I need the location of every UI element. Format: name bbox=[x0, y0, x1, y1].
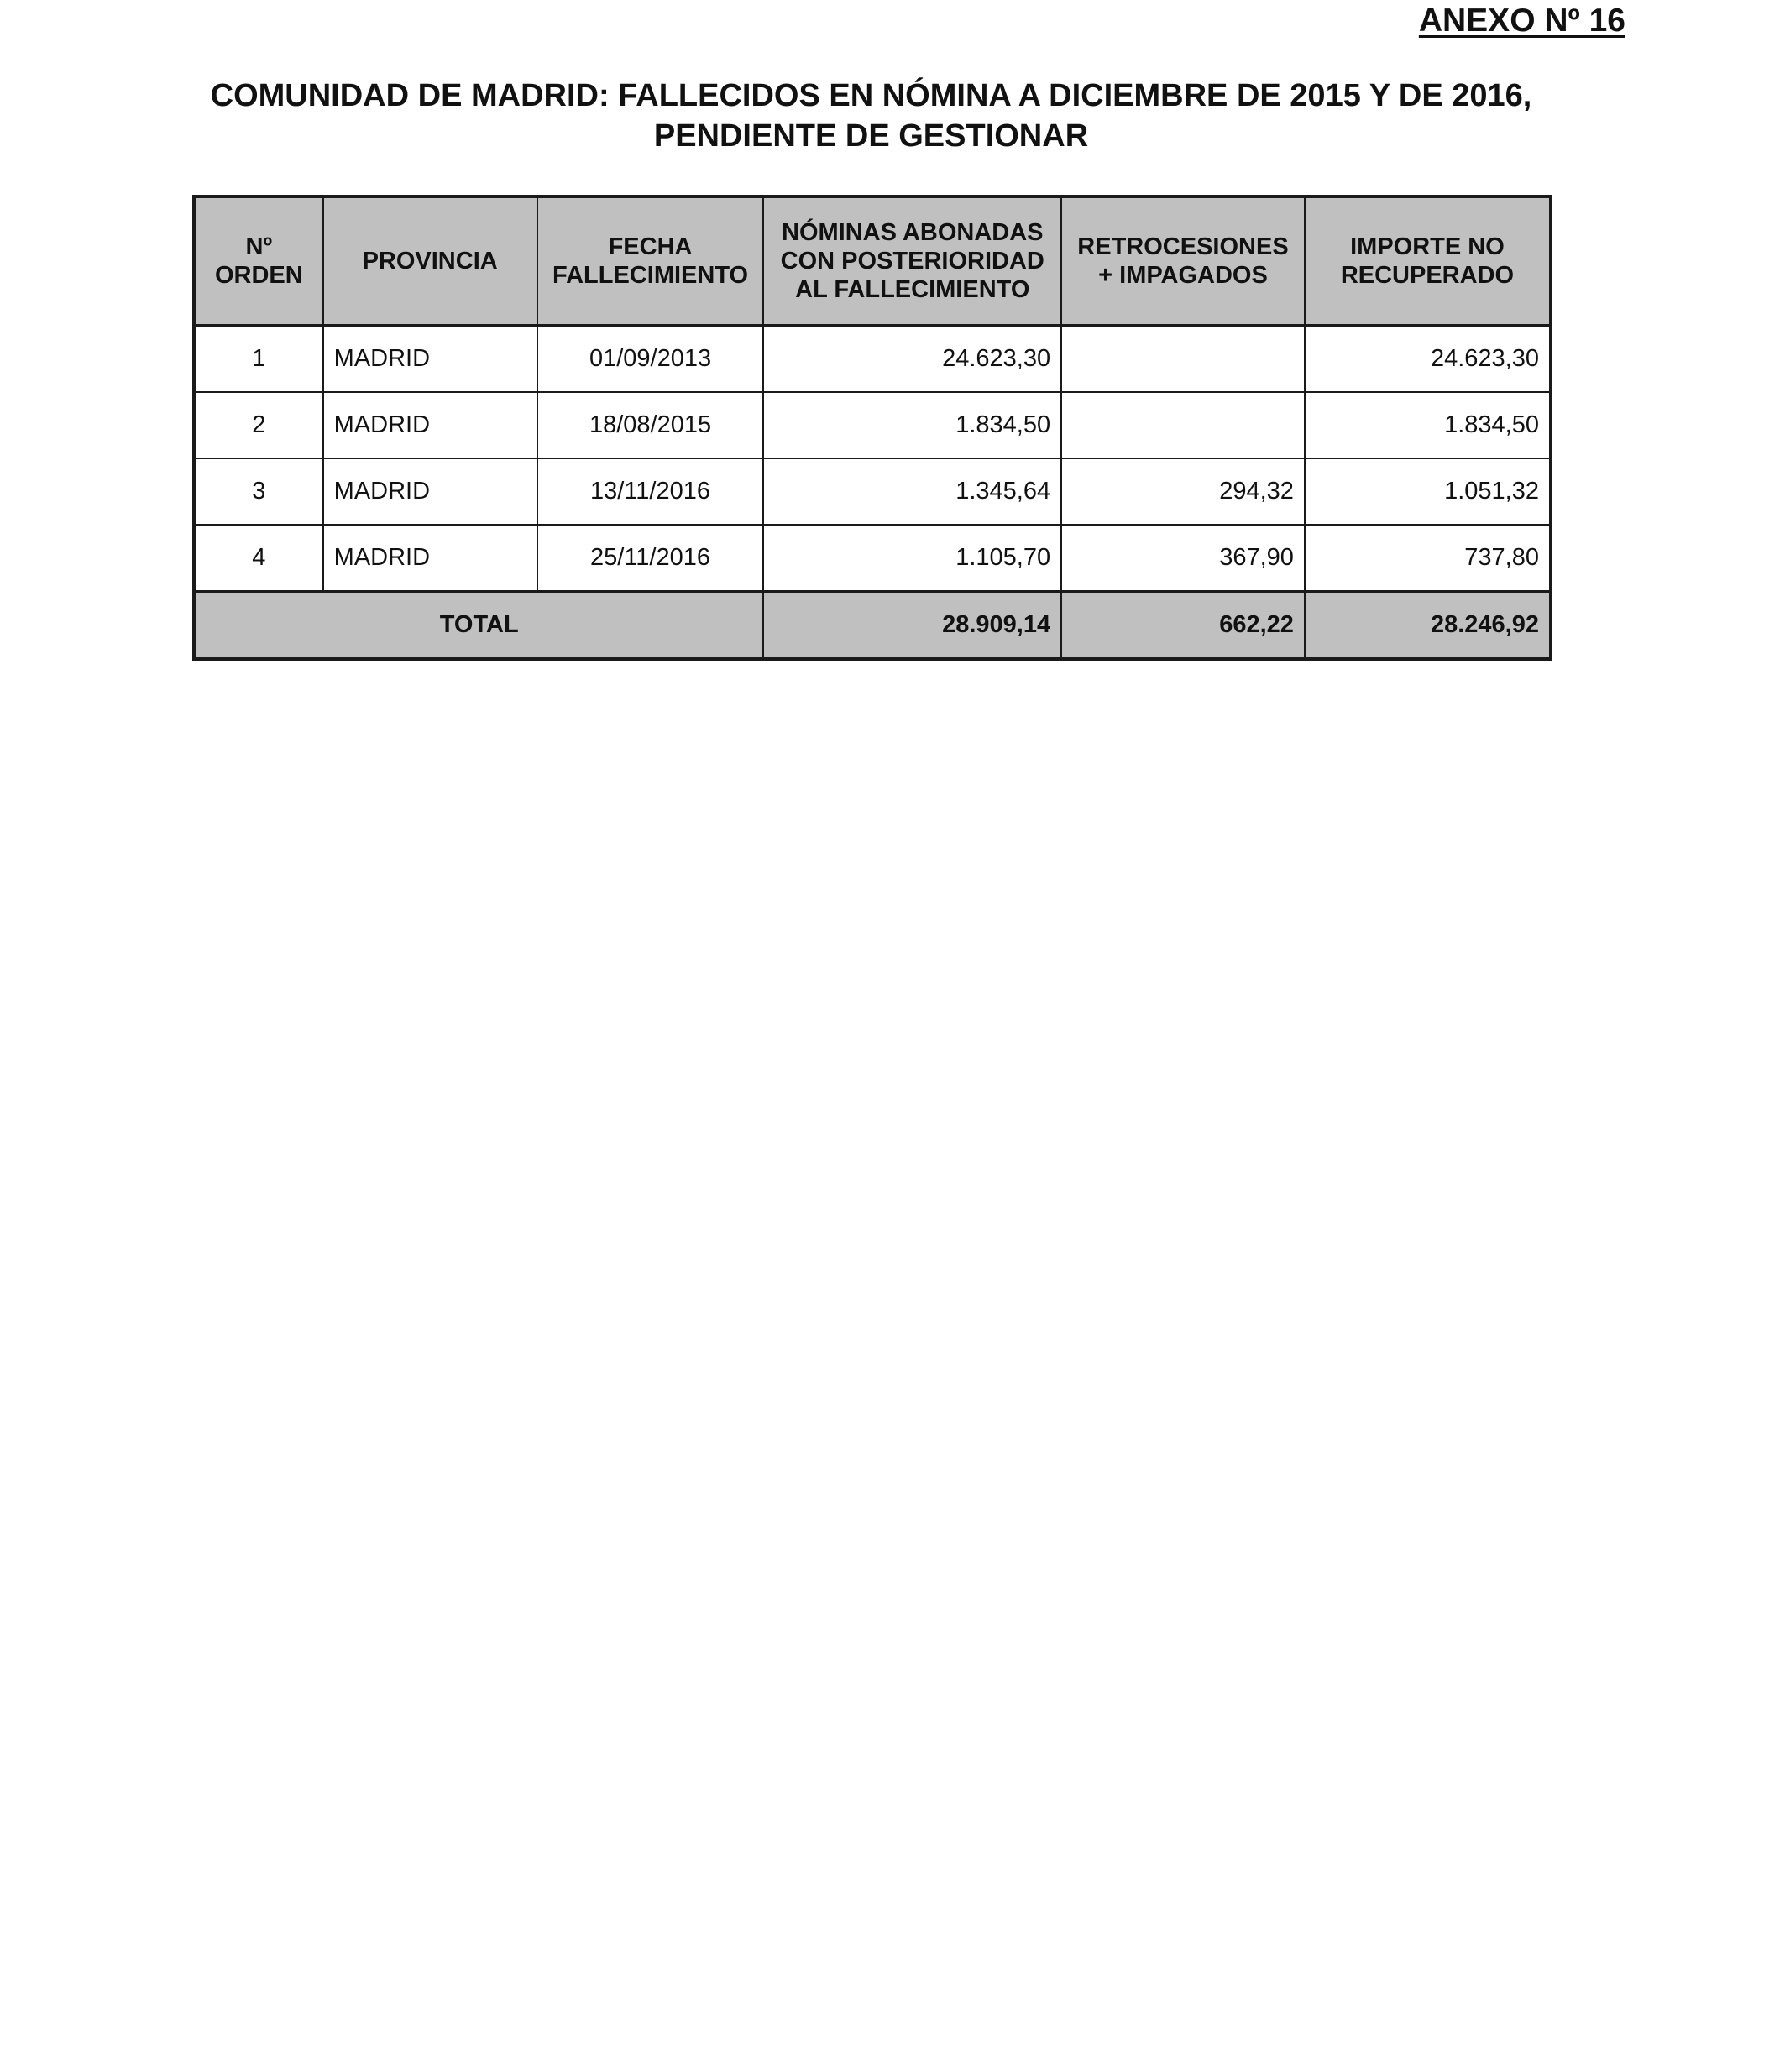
document-title bbox=[0, 76, 1742, 156]
cell-provincia: MADRID bbox=[323, 326, 537, 393]
cell-retrocesiones: 367,90 bbox=[1061, 525, 1305, 592]
title-line-2: PENDIENTE DE GESTIONAR bbox=[653, 118, 1089, 154]
cell-fecha: 18/08/2015 bbox=[537, 392, 764, 458]
cell-nominas: 1.834,50 bbox=[763, 392, 1061, 458]
cell-nominas: 1.105,70 bbox=[763, 525, 1061, 592]
cell-fecha: 01/09/2013 bbox=[537, 326, 764, 393]
cell-importe: 24.623,30 bbox=[1305, 326, 1551, 393]
cell-nominas: 24.623,30 bbox=[763, 326, 1061, 393]
header-provincia: PROVINCIA bbox=[323, 196, 537, 326]
cell-importe: 1.834,50 bbox=[1305, 392, 1551, 458]
header-row bbox=[194, 196, 1551, 326]
deceased-payroll-table bbox=[192, 195, 1552, 661]
cell-orden: 3 bbox=[194, 458, 323, 525]
table-row bbox=[194, 392, 1551, 458]
cell-importe: 737,80 bbox=[1305, 525, 1551, 592]
cell-retrocesiones: 294,32 bbox=[1061, 458, 1305, 525]
cell-importe: 1.051,32 bbox=[1305, 458, 1551, 525]
table-row bbox=[194, 458, 1551, 525]
total-importe: 28.246,92 bbox=[1305, 592, 1551, 660]
total-label: TOTAL bbox=[194, 592, 763, 660]
cell-retrocesiones bbox=[1061, 392, 1305, 458]
header-fecha: FECHA FALLECIMIENTO bbox=[537, 196, 764, 326]
header-nominas: NÓMINAS ABONADAS CON POSTERIORIDAD AL FALLECIMIENTO bbox=[763, 196, 1061, 326]
title-line-1: COMUNIDAD DE MADRID: FALLECIDOS EN NÓMINA A DICIEMBRE DE 2015 Y DE 2016, bbox=[210, 78, 1532, 113]
cell-fecha: 25/11/2016 bbox=[537, 525, 764, 592]
annex-label: ANEXO Nº 16 bbox=[1418, 3, 1625, 39]
total-row bbox=[194, 592, 1551, 660]
table-row bbox=[194, 326, 1551, 393]
cell-provincia: MADRID bbox=[323, 458, 537, 525]
cell-orden: 2 bbox=[194, 392, 323, 458]
cell-orden: 4 bbox=[194, 525, 323, 592]
cell-nominas: 1.345,64 bbox=[763, 458, 1061, 525]
header-orden: Nº ORDEN bbox=[194, 196, 323, 326]
cell-provincia: MADRID bbox=[323, 392, 537, 458]
cell-orden: 1 bbox=[194, 326, 323, 393]
cell-retrocesiones bbox=[1061, 326, 1305, 393]
cell-provincia: MADRID bbox=[323, 525, 537, 592]
cell-fecha: 13/11/2016 bbox=[537, 458, 764, 525]
header-importe: IMPORTE NO RECUPERADO bbox=[1305, 196, 1551, 326]
total-nominas: 28.909,14 bbox=[763, 592, 1061, 660]
header-retrocesiones: RETROCESIONES + IMPAGADOS bbox=[1061, 196, 1305, 326]
table-row bbox=[194, 525, 1551, 592]
total-retrocesiones: 662,22 bbox=[1061, 592, 1305, 660]
